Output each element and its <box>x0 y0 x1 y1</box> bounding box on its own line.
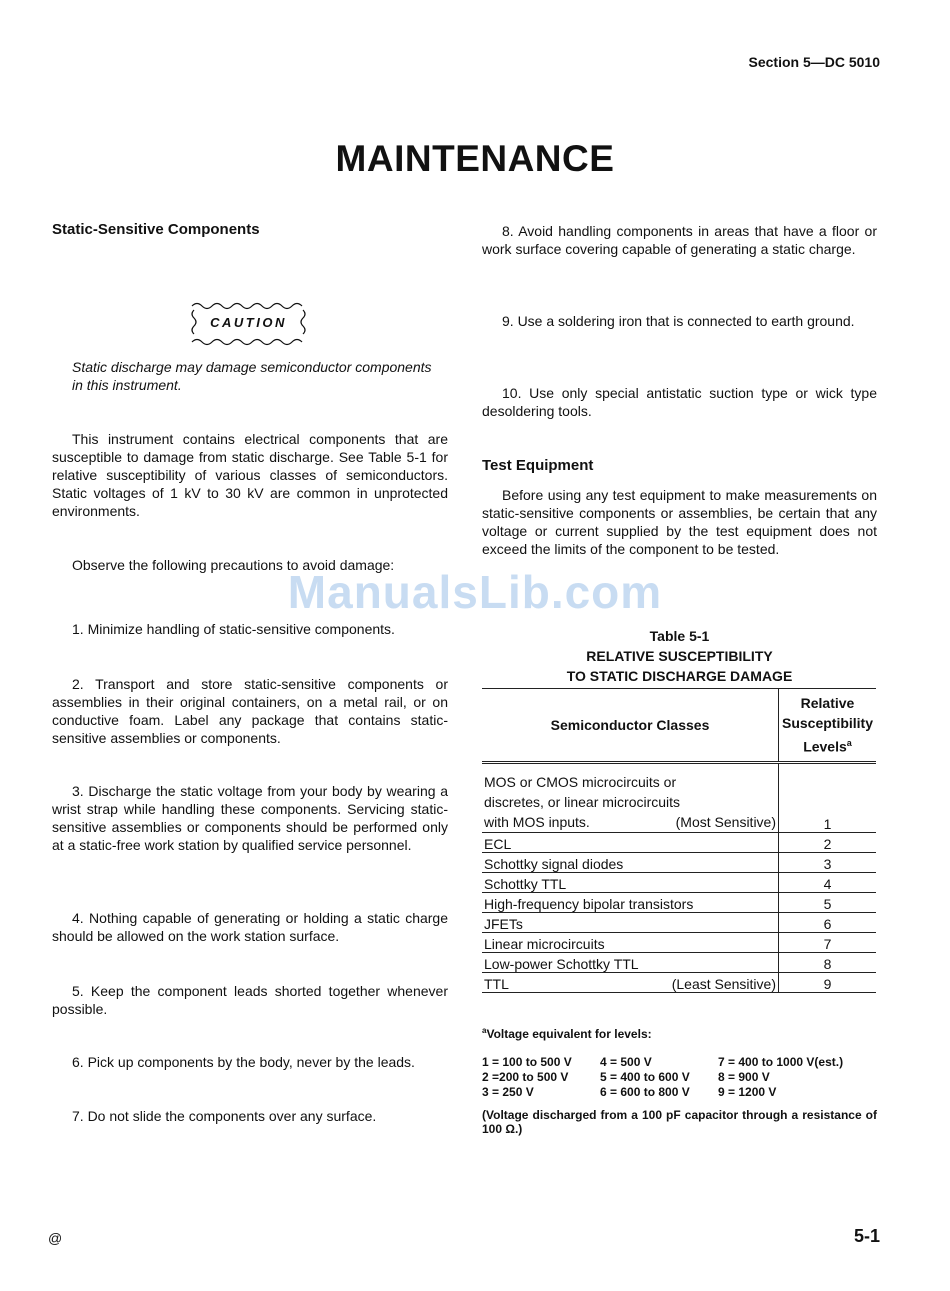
class-cell: MOS or CMOS microcircuits or discretes, or linear microcircuits with MOS inputs. (Most Sensitive) <box>482 762 779 832</box>
notes-heading: $^a$Voltage equivalent for levels: <box>482 1026 652 1041</box>
footer-mark: @ <box>48 1230 63 1246</box>
caution-label: CAUTION <box>210 315 287 330</box>
table-row <box>482 832 876 852</box>
level-cell: 6 <box>779 912 877 932</box>
precaution-item-7: 7. Do not slide the components over any surface. <box>72 1108 377 1124</box>
table-title-line2: TO STATIC DISCHARGE DAMAGE <box>566 668 793 684</box>
levels-row: 3 = 250 V 6 = 600 to 800 V 9 = 1200 V <box>482 1085 777 1099</box>
class-cell: JFETs <box>482 912 779 932</box>
level-cell: 3 <box>779 852 877 872</box>
watermark: ManualsLib.com <box>287 566 663 618</box>
test-equipment-paragraph: Before using any test equipment to make measurements on static-sensitive components or assemblies, be certain that any voltage or current supplied by the test equipment does not exceed the limits of the component to be tested. <box>482 487 877 557</box>
precaution-item-2: 2. Transport and store static-sensitive components or assemblies in their original containers, on a metal rail, or on conductive foam. Label any package that contains static-sensitive assemblies or components. <box>52 676 448 746</box>
table-row <box>482 952 876 972</box>
level-cell: 4 <box>779 872 877 892</box>
table-row <box>482 762 876 832</box>
table-row <box>482 932 876 952</box>
col-header-levels: Relative Susceptibility Levels$^a$ <box>779 689 877 763</box>
voltage-levels <box>482 1055 843 1100</box>
level-cell: 8 <box>779 952 877 972</box>
precaution-item-1: 1. Minimize handling of static-sensitive components. <box>72 621 395 637</box>
col-header-classes: Semiconductor Classes <box>482 689 779 763</box>
section-header: Section 5—DC 5010 <box>748 54 880 70</box>
discharge-note: (Voltage discharged from a 100 pF capacitor through a resistance of 100 Ω.) <box>482 1108 877 1136</box>
table-title-line1: RELATIVE SUSCEPTIBILITY <box>586 648 773 664</box>
precaution-item-4: 4. Nothing capable of generating or holding a static charge should be allowed on the work station surface. <box>52 910 448 944</box>
level-cell: 2 <box>779 832 877 852</box>
precaution-item-5: 5. Keep the component leads shorted together whenever possible. <box>52 983 448 1017</box>
table-row <box>482 872 876 892</box>
level-cell: 1 <box>779 762 877 832</box>
level-cell: 5 <box>779 892 877 912</box>
table-row <box>482 972 876 992</box>
levels-row: 2 =200 to 500 V 5 = 400 to 600 V 8 = 900 V <box>482 1070 770 1084</box>
intro-paragraph: This instrument contains electrical components that are susceptible to damage from static discharge. See Table 5-1 for relative susceptibility of various classes of semiconductors. Static voltages of 1 kV to 30 kV are common in unprotected environments. <box>52 431 448 519</box>
class-cell: TTL (Least Sensitive) <box>482 972 779 992</box>
page-number: 5-1 <box>853 1226 880 1246</box>
levels-row: 1 = 100 to 500 V 4 = 500 V 7 = 400 to 1000 V(est.) <box>482 1055 844 1069</box>
susceptibility-table <box>482 688 876 993</box>
table-header-row <box>482 689 876 763</box>
table-row <box>482 852 876 872</box>
level-cell: 7 <box>779 932 877 952</box>
table-row <box>482 892 876 912</box>
precaution-item-10: 10. Use only special antistatic suction type or wick type desoldering tools. <box>482 385 877 419</box>
test-equipment-heading: Test Equipment <box>482 457 594 474</box>
level-cell: 9 <box>779 972 877 992</box>
observe-paragraph: Observe the following precautions to avoid damage: <box>72 557 395 573</box>
precaution-item-3: 3. Discharge the static voltage from your body by wearing a wrist strap while handling these components. Servicing static-sensitive assemblies or components should be performed only at a static-free work station by qualified service personnel. <box>52 783 448 853</box>
precaution-item-6: 6. Pick up components by the body, never by the leads. <box>72 1054 415 1070</box>
static-sensitive-heading: Static-Sensitive Components <box>52 221 260 238</box>
precaution-item-9: 9. Use a soldering iron that is connected to earth ground. <box>502 313 855 329</box>
page-title: MAINTENANCE <box>335 138 615 179</box>
class-cell: ECL <box>482 832 779 852</box>
caution-box <box>190 300 307 346</box>
caution-text: Static discharge may damage semiconductor components in this instrument. <box>72 359 432 393</box>
class-cell: Schottky TTL <box>482 872 779 892</box>
class-cell: Low-power Schottky TTL <box>482 952 779 972</box>
class-cell: High-frequency bipolar transistors <box>482 892 779 912</box>
precaution-item-8: 8. Avoid handling components in areas that have a floor or work surface covering capable of generating a static charge. <box>482 223 877 257</box>
class-cell: Linear microcircuits <box>482 932 779 952</box>
class-cell: Schottky signal diodes <box>482 852 779 872</box>
table-row <box>482 912 876 932</box>
table-number: Table 5-1 <box>649 628 710 644</box>
